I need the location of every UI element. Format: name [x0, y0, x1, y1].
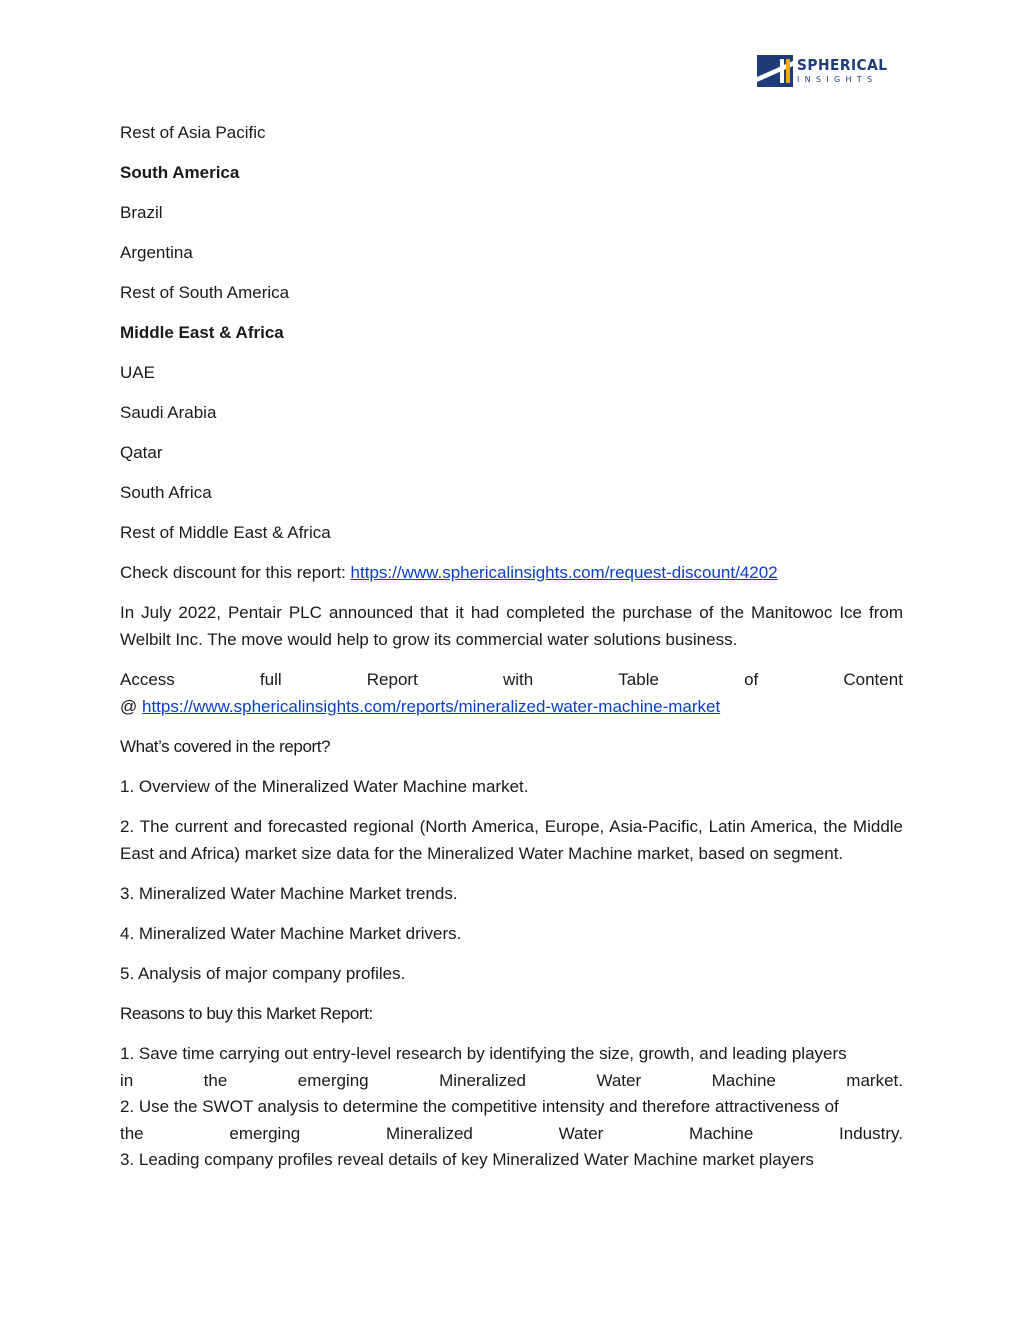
- covered-item: 1. Overview of the Mineralized Water Machine market.: [120, 777, 529, 796]
- report-link[interactable]: https://www.sphericalinsights.com/reports/mineralized-water-machine-market: [141, 696, 721, 716]
- reason-word: Water: [558, 1123, 604, 1143]
- news-paragraph: In July 2022, Pentair PLC announced that it had completed the purchase of the Manitowoc Ice from Welbilt Inc. The move would help to grow its commercial water solutions business.: [120, 603, 903, 649]
- discount-link[interactable]: https://www.sphericalinsights.com/request-discount/4202: [350, 563, 778, 582]
- covered-item: 4. Mineralized Water Machine Market drivers.: [120, 924, 462, 943]
- reason-word: Industry.: [839, 1123, 903, 1143]
- region-item: UAE: [120, 363, 155, 382]
- reasons-list: [120, 1041, 903, 1174]
- access-word: of: [744, 670, 759, 689]
- discount-line: [120, 560, 903, 586]
- access-word: Content: [843, 670, 903, 689]
- access-word: Access: [120, 670, 175, 689]
- region-list: [120, 120, 903, 546]
- reason-word: Machine: [711, 1070, 776, 1090]
- region-item: South Africa: [120, 483, 212, 502]
- access-line: [120, 667, 903, 694]
- reason-word: the: [120, 1123, 144, 1143]
- reason-word: emerging: [229, 1123, 301, 1143]
- spherical-insights-logo: [757, 54, 897, 88]
- reason-text: 3. Leading company profiles reveal details of key Mineralized Water Machine market players: [120, 1150, 814, 1169]
- access-report: [120, 667, 903, 720]
- access-at: @: [120, 696, 142, 716]
- reason-word: emerging: [297, 1070, 369, 1090]
- reason-word: the: [203, 1070, 228, 1090]
- reason-word: Mineralized: [385, 1123, 473, 1143]
- region-item: Brazil: [120, 203, 163, 222]
- reason-text: 2. Use the SWOT analysis to determine the competitive intensity and therefore attractiveness of: [120, 1097, 839, 1116]
- reason-2-line1: [120, 1094, 903, 1121]
- region-item: Argentina: [120, 243, 193, 262]
- reasons-heading: Reasons to buy this Market Report:: [120, 1004, 373, 1023]
- reason-3-line1: [120, 1147, 903, 1174]
- reason-2-line2: [120, 1121, 903, 1148]
- discount-label: Check discount for this report:: [120, 563, 351, 582]
- document-body: [120, 120, 903, 1174]
- reason-word: Machine: [689, 1123, 754, 1143]
- covered-item: 3. Mineralized Water Machine Market trends.: [120, 884, 458, 903]
- reason-1-line2: [120, 1068, 903, 1095]
- covered-item: 5. Analysis of major company profiles.: [120, 964, 406, 983]
- region-heading: South America: [120, 163, 240, 182]
- region-item: Rest of Asia Pacific: [120, 123, 266, 142]
- region-item: Qatar: [120, 443, 163, 462]
- logo-mark-icon: [757, 55, 793, 87]
- reason-word: Water: [596, 1070, 642, 1090]
- reason-word: in: [120, 1070, 134, 1090]
- covered-item: 2. The current and forecasted regional (North America, Europe, Asia-Pacific, Latin America, the Middle East and Africa) market size data for the Mineralized Water Machine market, based on segment.: [120, 817, 903, 863]
- logo-line2: INSIGHTS: [797, 75, 878, 84]
- region-item: Rest of South America: [120, 283, 290, 302]
- logo-line1: SPHERICAL: [797, 56, 888, 74]
- region-item: Saudi Arabia: [120, 403, 217, 422]
- access-word: with: [502, 670, 534, 689]
- covered-heading: What’s covered in the report?: [120, 737, 331, 756]
- access-word: Table: [618, 670, 659, 689]
- reason-1-line1: [120, 1041, 903, 1068]
- reason-word: Mineralized: [439, 1070, 526, 1090]
- access-word: full: [259, 670, 282, 689]
- region-heading: Middle East & Africa: [120, 323, 284, 342]
- access-word: Report: [366, 670, 418, 689]
- reason-text: 1. Save time carrying out entry-level research by identifying the size, growth, and leading players: [120, 1044, 847, 1063]
- region-item: Rest of Middle East & Africa: [120, 523, 331, 542]
- reason-word: market.: [846, 1070, 903, 1090]
